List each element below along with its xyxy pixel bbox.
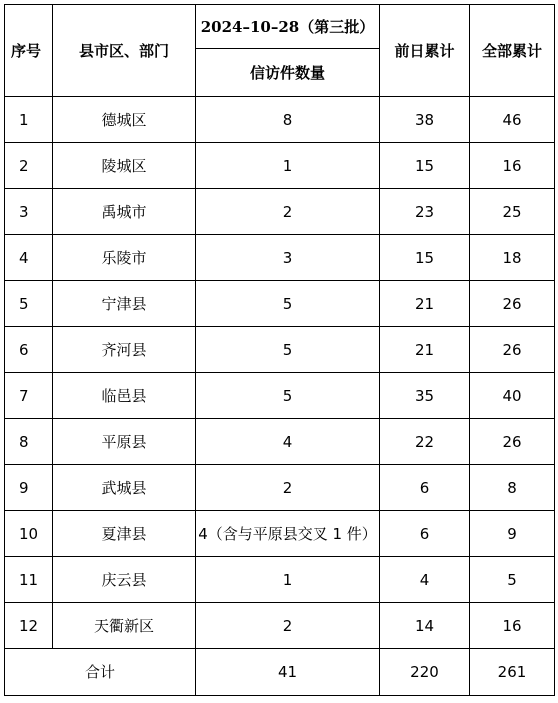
row-total: 9 xyxy=(470,511,555,557)
row-total: 18 xyxy=(470,235,555,281)
table-row xyxy=(5,97,555,143)
row-no: 8 xyxy=(5,419,53,465)
row-count: 3 xyxy=(196,235,380,281)
table-body xyxy=(5,97,555,649)
row-total: 26 xyxy=(470,281,555,327)
row-count: 5 xyxy=(196,281,380,327)
row-count: 8 xyxy=(196,97,380,143)
row-total: 8 xyxy=(470,465,555,511)
row-region-name: 宁津县 xyxy=(53,281,196,327)
row-region-name: 禹城市 xyxy=(53,189,196,235)
row-no: 9 xyxy=(5,465,53,511)
row-region-name: 平原县 xyxy=(53,419,196,465)
summary-total: 261 xyxy=(470,649,555,696)
row-prev-total: 22 xyxy=(380,419,470,465)
row-total: 16 xyxy=(470,603,555,649)
row-region-name: 乐陵市 xyxy=(53,235,196,281)
row-total: 26 xyxy=(470,419,555,465)
row-prev-total: 21 xyxy=(380,281,470,327)
row-count: 1 xyxy=(196,143,380,189)
row-count: 1 xyxy=(196,557,380,603)
row-no: 1 xyxy=(5,97,53,143)
header-prev: 前日累计 xyxy=(380,5,470,97)
summary-count: 41 xyxy=(196,649,380,696)
row-no: 12 xyxy=(5,603,53,649)
row-count: 2 xyxy=(196,189,380,235)
row-region-name: 庆云县 xyxy=(53,557,196,603)
table-row xyxy=(5,419,555,465)
row-total: 26 xyxy=(470,327,555,373)
table-row xyxy=(5,373,555,419)
row-no: 6 xyxy=(5,327,53,373)
row-prev-total: 15 xyxy=(380,235,470,281)
table-row xyxy=(5,511,555,557)
row-count: 2 xyxy=(196,603,380,649)
row-region-name: 临邑县 xyxy=(53,373,196,419)
row-total: 40 xyxy=(470,373,555,419)
table-row xyxy=(5,557,555,603)
header-no: 序号 xyxy=(5,5,53,97)
row-region-name: 德城区 xyxy=(53,97,196,143)
table-row xyxy=(5,143,555,189)
header-total: 全部累计 xyxy=(470,5,555,97)
row-total: 5 xyxy=(470,557,555,603)
header-row-top xyxy=(5,5,555,49)
header-region: 县市区、部门 xyxy=(53,5,196,97)
row-prev-total: 23 xyxy=(380,189,470,235)
row-no: 3 xyxy=(5,189,53,235)
table-row xyxy=(5,603,555,649)
row-total: 16 xyxy=(470,143,555,189)
row-total: 25 xyxy=(470,189,555,235)
row-count: 4 xyxy=(196,419,380,465)
table-row xyxy=(5,327,555,373)
row-region-name: 陵城区 xyxy=(53,143,196,189)
row-prev-total: 4 xyxy=(380,557,470,603)
row-prev-total: 14 xyxy=(380,603,470,649)
row-no: 2 xyxy=(5,143,53,189)
table-row xyxy=(5,465,555,511)
row-count: 2 xyxy=(196,465,380,511)
row-count: 5 xyxy=(196,373,380,419)
row-region-name: 武城县 xyxy=(53,465,196,511)
table-row xyxy=(5,281,555,327)
row-no: 11 xyxy=(5,557,53,603)
row-region-name: 齐河县 xyxy=(53,327,196,373)
row-region-name: 夏津县 xyxy=(53,511,196,557)
summary-prev: 220 xyxy=(380,649,470,696)
row-region-name: 天衢新区 xyxy=(53,603,196,649)
row-prev-total: 35 xyxy=(380,373,470,419)
table-row xyxy=(5,235,555,281)
row-no: 7 xyxy=(5,373,53,419)
row-count: 4（含与平原县交叉 1 件） xyxy=(196,511,380,557)
summary-label: 合计 xyxy=(5,649,196,696)
row-no: 10 xyxy=(5,511,53,557)
row-prev-total: 6 xyxy=(380,465,470,511)
petition-summary-table xyxy=(4,4,555,696)
row-no: 4 xyxy=(5,235,53,281)
header-batch: 2024–10–28（第三批） xyxy=(196,5,380,49)
row-prev-total: 21 xyxy=(380,327,470,373)
row-no: 5 xyxy=(5,281,53,327)
summary-row xyxy=(5,649,555,696)
row-total: 46 xyxy=(470,97,555,143)
row-prev-total: 38 xyxy=(380,97,470,143)
row-prev-total: 15 xyxy=(380,143,470,189)
row-count: 5 xyxy=(196,327,380,373)
table-row xyxy=(5,189,555,235)
header-count: 信访件数量 xyxy=(196,49,380,97)
row-prev-total: 6 xyxy=(380,511,470,557)
